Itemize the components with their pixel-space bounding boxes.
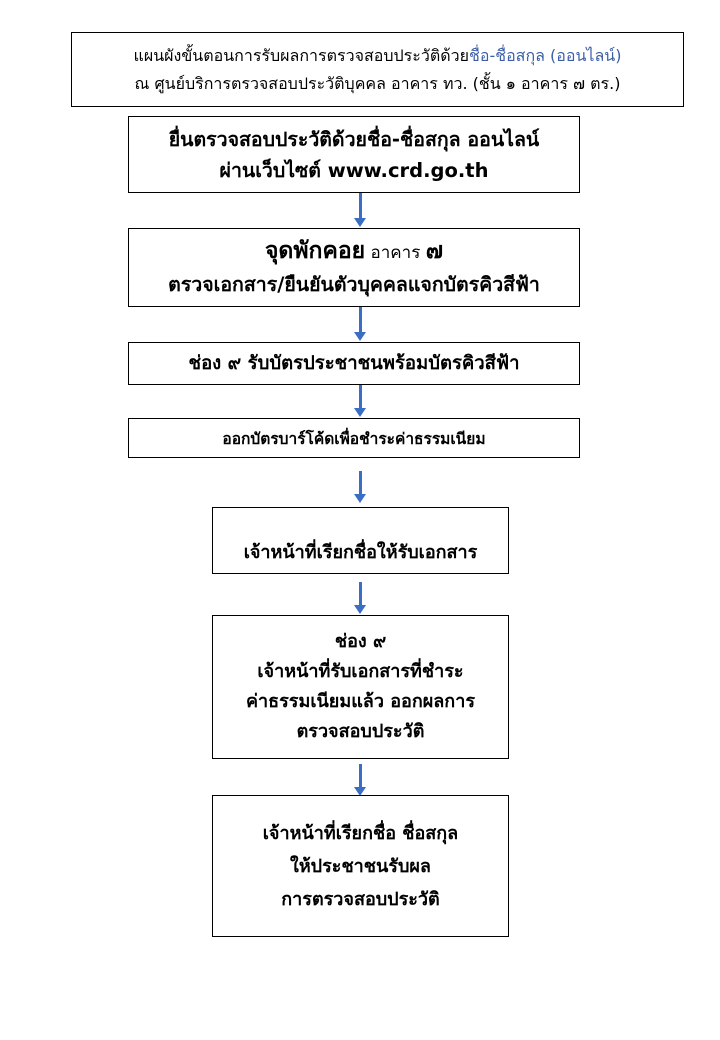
step-heading <box>265 235 443 269</box>
step-counter-9 <box>128 342 580 385</box>
step-text: ให้ประชาชนรับผล <box>290 855 431 877</box>
step-text: เจ้าหน้าที่รับเอกสารที่ชำระ <box>257 661 464 682</box>
step-text: ยื่นตรวจสอบประวัติด้วยชื่อ-ชื่อสกุล ออนไลน์ <box>168 127 540 151</box>
step-text: ผ่านเว็บไซต์ www.crd.go.th <box>219 158 489 182</box>
step-text: ค่าธรรมเนียมแล้ว ออกผลการ <box>246 691 475 712</box>
title-line-2: ณ ศูนย์บริการตรวจสอบประวัติบุคคล อาคาร ทว. (ชั้น ๑ อาคาร ๗ ตร.) <box>134 73 621 93</box>
step-text: ช่อง ๙ รับบัตรประชาชนพร้อมบัตรคิวสีฟ้า <box>188 353 520 374</box>
step-submit-online <box>128 116 580 193</box>
step-issue-result <box>212 615 509 759</box>
step-barcode-fee <box>128 418 580 458</box>
step-text: ตรวจเอกสาร/ยืนยันตัวบุคคลแจกบัตรคิวสีฟ้า <box>168 272 540 296</box>
step-text: การตรวจสอบประวัติ <box>281 888 440 910</box>
title-accent: ชื่อ-ชื่อสกุล (ออนไลน์) <box>468 45 622 65</box>
step-name-called <box>212 507 509 574</box>
arrow-down-icon <box>354 764 366 796</box>
arrow-down-icon <box>354 193 366 227</box>
title-line-1 <box>134 42 622 70</box>
arrow-down-icon <box>354 307 366 341</box>
flowchart-title <box>71 32 684 107</box>
step-main: จุดพักคอย <box>264 237 366 264</box>
arrow-down-icon <box>354 582 366 614</box>
step-waiting-point <box>128 228 580 307</box>
step-sub: อาคาร <box>365 242 426 263</box>
building-number: ๗ <box>425 237 444 264</box>
step-text: เจ้าหน้าที่เรียกชื่อให้รับเอกสาร <box>243 542 478 563</box>
arrow-down-icon <box>354 471 366 503</box>
arrow-down-icon <box>354 385 366 417</box>
step-text: ตรวจสอบประวัติ <box>296 721 425 742</box>
title-prefix: แผนผังขั้นตอนการรับผลการตรวจสอบประวัติด้วย <box>133 45 469 65</box>
step-text: ช่อง ๙ <box>334 631 387 652</box>
step-receive-result <box>212 795 509 937</box>
step-text: ออกบัตรบาร์โค้ดเพื่อชำระค่าธรรมเนียม <box>222 429 486 448</box>
step-text: เจ้าหน้าที่เรียกชื่อ ชื่อสกุล <box>262 822 459 844</box>
